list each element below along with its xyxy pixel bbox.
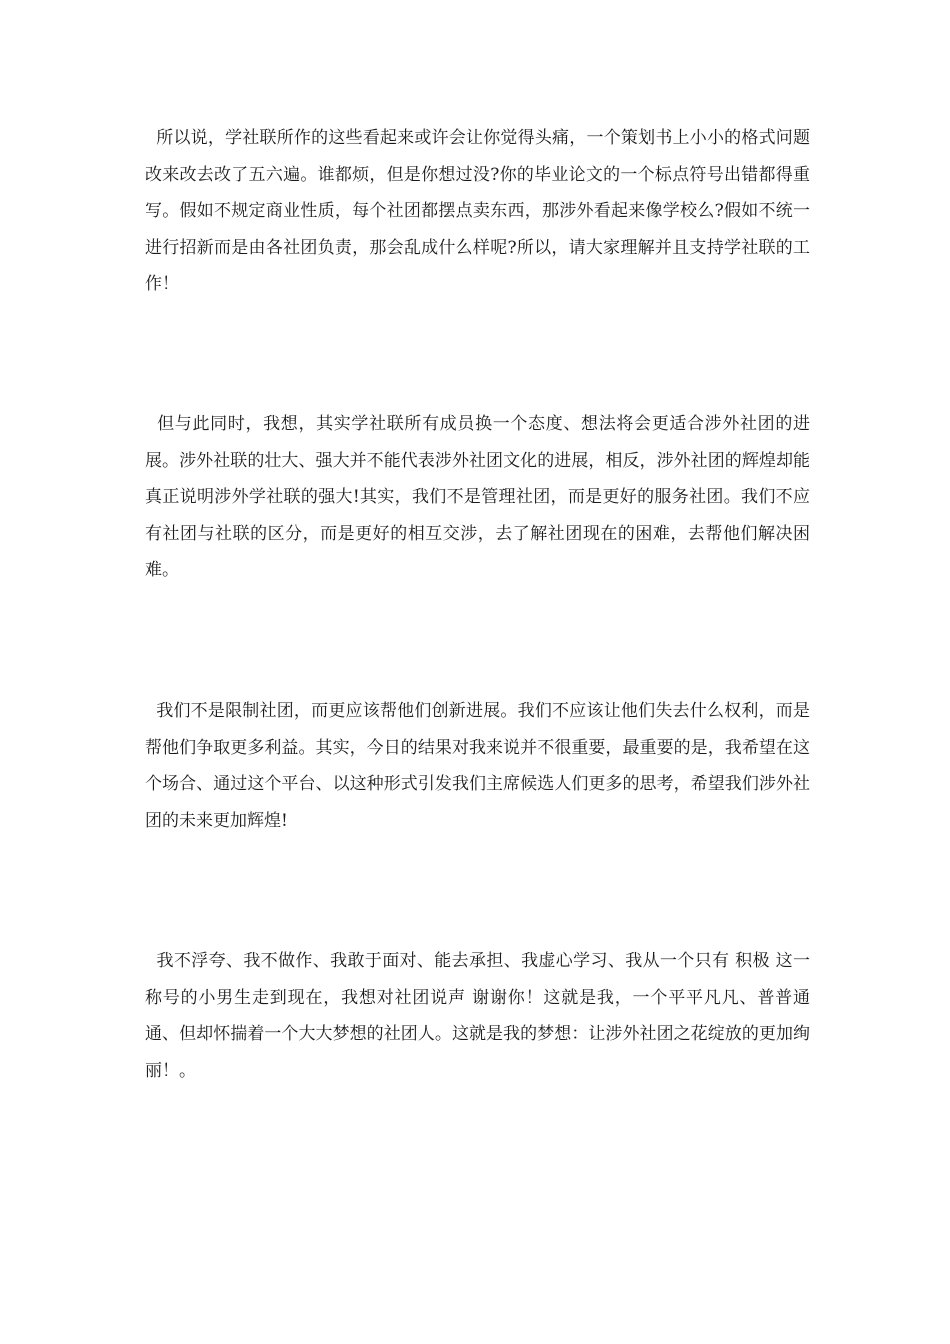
paragraph-4: 我不浮夸、我不做作、我敢于面对、能去承担、我虚心学习、我从一个只有 积极 这一称号的小男生走到现在，我想对社团说声 谢谢你！这就是我，一个平平凡凡、普普通通、但却怀揣着一个大大梦想的社团人。这就是我的梦想：让涉外社团之花绽放的更加绚丽！。	[145, 951, 810, 1081]
paragraph-1: 所以说，学社联所作的这些看起来或许会让你觉得头痛，一个策划书上小小的格式问题改来改去改了五六遍。谁都烦，但是你想过没?你的毕业论文的一个标点符号出错都得重写。假如不规定商业性质，每个社团都摆点卖东西，那涉外看起来像学校么?假如不统一进行招新而是由各社团负责，那会乱成什么样呢?所以，请大家理解并且支持学社联的工作！	[145, 128, 811, 294]
paragraph-2: 但与此同时，我想，其实学社联所有成员换一个态度、想法将会更适合涉外社团的进展。涉外社联的壮大、强大并不能代表涉外社团文化的进展，相反，涉外社团的辉煌却能真正说明涉外学社联的强大!其实，我们不是管理社团，而是更好的服务社团。我们不应有社团与社联的区分，而是更好的相互交涉，去了解社团现在的困难，去帮他们解决困难。	[145, 414, 811, 580]
paragraph-3: 我们不是限制社团，而更应该帮他们创新进展。我们不应该让他们失去什么权利，而是帮他们争取更多利益。其实，今日的结果对我来说并不很重要，最重要的是，我希望在这个场合、通过这个平台、以这种形式引发我们主席候选人们更多的思考，希望我们涉外社团的未来更加辉煌!	[145, 701, 811, 831]
